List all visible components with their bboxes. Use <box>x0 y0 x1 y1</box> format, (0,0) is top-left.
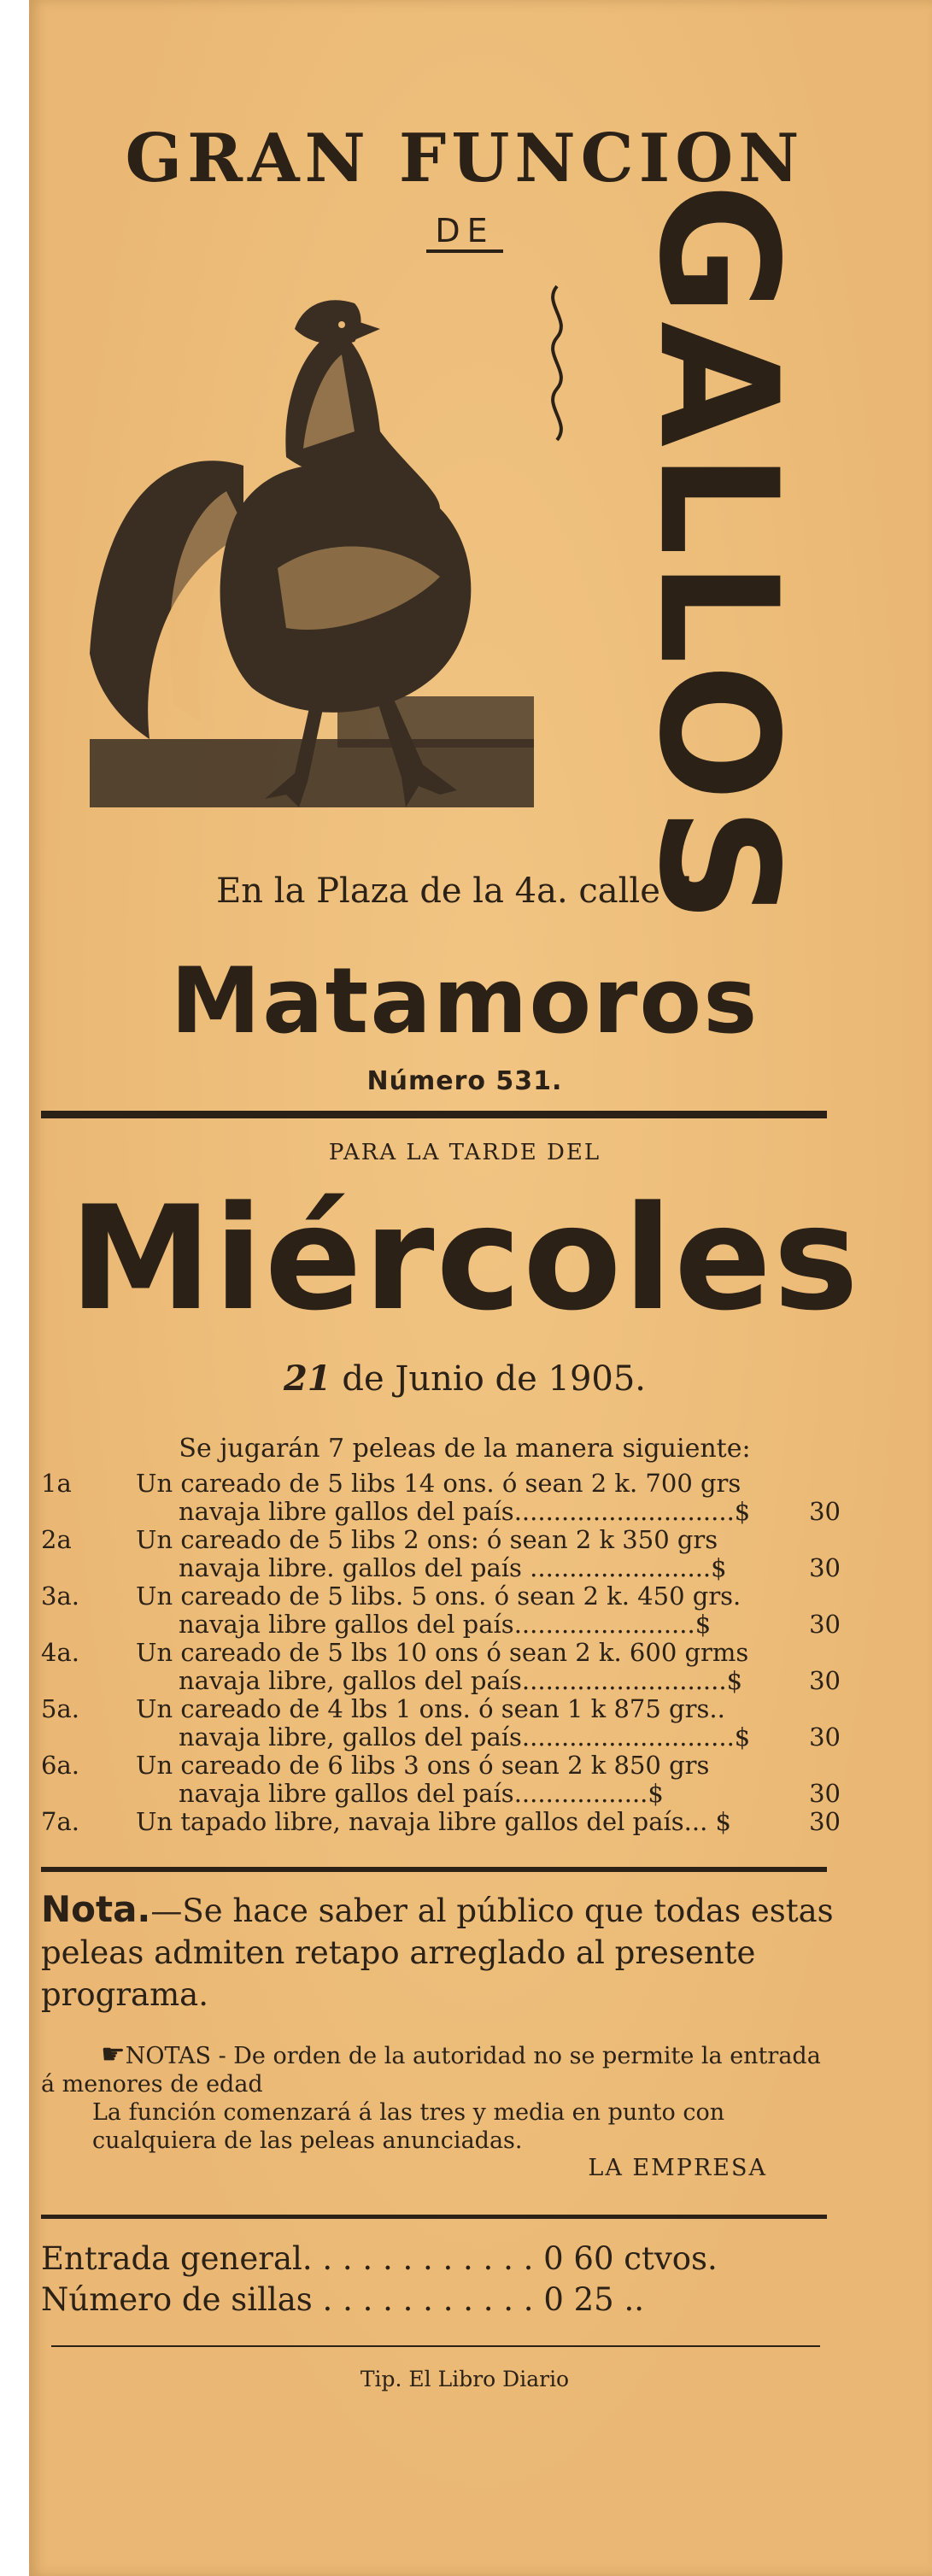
price-row <box>41 2239 810 2280</box>
divider <box>41 1111 827 1118</box>
venue-street: Matamoros <box>170 948 759 1053</box>
price-label: Número de sillas <box>41 2281 313 2318</box>
fight-number: 1a <box>41 1469 72 1498</box>
fight-price: 30 <box>809 1553 841 1582</box>
title-gallos-vertical <box>598 182 837 929</box>
fight-line2-text: navaja libre gallos del país.................$ <box>179 1779 664 1808</box>
fight-line2 <box>38 1723 841 1752</box>
pointing-hand-icon: ☛ <box>101 2038 126 2070</box>
fight-item <box>38 1470 841 1526</box>
nota-paragraph <box>41 1888 835 2016</box>
price-value: 0 60 ctvos. <box>543 2240 718 2277</box>
fight-number: 2a <box>41 1525 72 1554</box>
fight-price: 30 <box>809 1779 841 1808</box>
date-day: 21 <box>283 1358 331 1399</box>
fight-line2-text: navaja libre gallos del país............................$ <box>179 1497 751 1526</box>
fight-item <box>38 1582 841 1639</box>
venue-plaza-line: En la Plaza de la 4a. calle de <box>216 871 713 911</box>
fight-price: 30 <box>809 1807 841 1836</box>
title-de-text: DE <box>426 212 502 253</box>
fight-item <box>38 1808 841 1836</box>
fight-line2 <box>38 1498 841 1526</box>
fight-line2-text: navaja libre. gallos del país .......................$ <box>179 1553 727 1582</box>
prices <box>41 2239 810 2321</box>
divider <box>41 2215 827 2219</box>
divider <box>41 1867 827 1872</box>
date-line <box>29 1358 900 1399</box>
nota-label: Nota. <box>41 1888 151 1930</box>
fight-line1: Un careado de 5 libs. 5 ons. ó sean 2 k. 450 grs. <box>136 1581 741 1611</box>
fight-line2-text: navaja libre, gallos del país..........................$ <box>179 1666 743 1695</box>
price-value: 0 25 .. <box>543 2281 644 2318</box>
fight-item <box>38 1526 841 1582</box>
fight-line2 <box>38 1554 841 1582</box>
rooster-illustration <box>81 295 560 833</box>
fight-line1: Un careado de 6 libs 3 ons ó sean 2 k 850 grs <box>136 1751 710 1780</box>
fight-line1: Un careado de 5 libs 2 ons: ó sean 2 k 350 grs <box>136 1525 718 1554</box>
notas-line <box>41 2040 835 2098</box>
fight-number: 3a. <box>41 1581 79 1611</box>
fight-line2-text: Un tapado libre, navaja libre gallos del país... $ <box>136 1807 731 1836</box>
fight-price: 30 <box>809 1610 841 1639</box>
fight-price: 30 <box>809 1722 841 1752</box>
fight-line1 <box>38 1808 841 1836</box>
fight-number: 5a. <box>41 1694 79 1723</box>
price-label: Entrada general. <box>41 2240 313 2277</box>
date-weekday: Miércoles <box>68 1175 861 1342</box>
fight-number: 6a. <box>41 1751 79 1780</box>
printer-credit: Tip. El Libro Diario <box>360 2367 570 2391</box>
price-dots: . . . . . . . . . . . <box>312 2281 544 2318</box>
fight-number: 4a. <box>41 1638 79 1667</box>
fight-line1: Un careado de 5 libs 14 ons. ó sean 2 k. 700 grs <box>136 1469 741 1498</box>
price-dots: . . . . . . . . . . . <box>312 2240 544 2277</box>
notas-text1: - De orden de la autoridad no se permite la entrada á menores de edad <box>41 2043 821 2098</box>
fight-price: 30 <box>809 1497 841 1526</box>
title-gran-funcion: GRAN FUNCION <box>125 120 805 197</box>
rooster-eye <box>338 321 345 328</box>
notas-text2: La función comenzará á las tres y media en punto con cualquiera de las peleas anunciadas. <box>92 2099 725 2154</box>
fights-intro: Se jugarán 7 peleas de la manera siguiente: <box>179 1434 751 1464</box>
fight-item <box>38 1695 841 1752</box>
venue-number: Número 531. <box>366 1066 563 1096</box>
gallos-text: GALLOS <box>623 182 812 929</box>
nota-text: —Se hace saber al público que todas estas peleas admiten retapo arreglado al presente programa. <box>41 1892 834 2013</box>
fight-price: 30 <box>809 1666 841 1695</box>
fight-line1: Un careado de 4 lbs 1 ons. ó sean 1 k 875 grs.. <box>136 1694 725 1723</box>
fight-line2 <box>38 1611 841 1639</box>
fights-list <box>38 1470 841 1836</box>
fight-item <box>38 1752 841 1808</box>
price-row <box>41 2280 810 2321</box>
fight-line2-text: navaja libre gallos del país.......................$ <box>179 1610 712 1639</box>
fight-line1: Un careado de 5 lbs 10 ons ó sean 2 k. 600 grms <box>136 1638 749 1667</box>
divider-thin <box>51 2345 820 2347</box>
fight-line2 <box>38 1780 841 1808</box>
rooster-comb <box>295 300 361 344</box>
fight-item <box>38 1639 841 1695</box>
notas-label: NOTAS <box>125 2043 211 2069</box>
fight-line2-text: navaja libre, gallos del país...........................$ <box>179 1722 751 1752</box>
signature: LA EMPRESA <box>588 2155 767 2181</box>
notas-paragraph <box>41 2040 835 2155</box>
ornament-squiggle <box>538 282 576 453</box>
rooster-beak <box>355 320 380 339</box>
date-intro: PARA LA TARDE DEL <box>328 1140 601 1165</box>
fight-number: 7a. <box>41 1807 79 1836</box>
date-rest: de Junio de 1905. <box>342 1359 647 1399</box>
fight-line2 <box>38 1667 841 1695</box>
